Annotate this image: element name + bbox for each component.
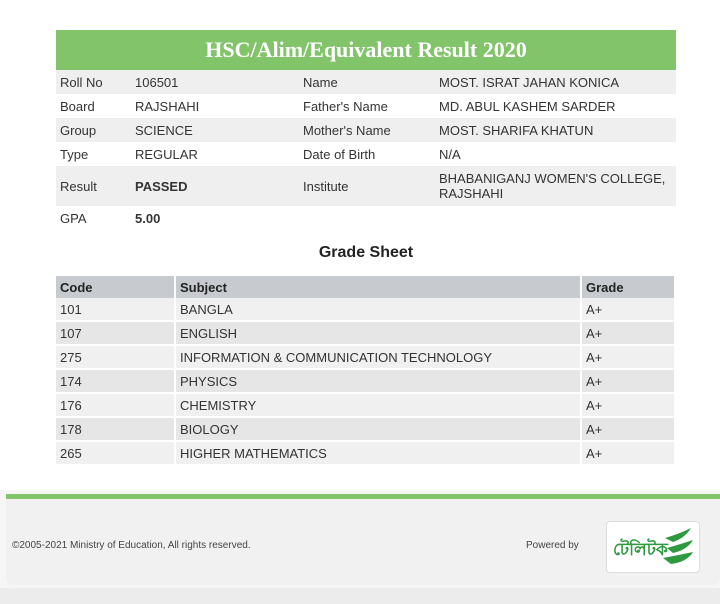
- result-value: PASSED: [131, 166, 299, 206]
- subject-grade: A+: [581, 298, 675, 321]
- subject-name: BIOLOGY: [175, 417, 581, 441]
- info-row: [56, 206, 676, 230]
- table-row: [56, 321, 675, 345]
- dob-label: Date of Birth: [299, 142, 435, 166]
- subject-code: 275: [56, 345, 175, 369]
- name-label: Name: [299, 70, 435, 94]
- table-row: [56, 393, 675, 417]
- grade-sheet-title: Grade Sheet: [318, 244, 414, 261]
- subject-code: 174: [56, 369, 175, 393]
- gpa-value: 5.00: [131, 206, 299, 230]
- table-row: [56, 369, 675, 393]
- svg-text:টেলিটক: টেলিটক: [613, 540, 668, 560]
- roll-value: 106501: [131, 70, 299, 94]
- father-label: Father's Name: [299, 94, 435, 118]
- subject-grade: A+: [581, 417, 675, 441]
- subject-grade: A+: [581, 369, 675, 393]
- subject-name: CHEMISTRY: [175, 393, 581, 417]
- subject-code: 101: [56, 298, 175, 321]
- footer: [6, 494, 720, 585]
- teletalk-logo[interactable]: [606, 521, 700, 573]
- subject-name: BANGLA: [175, 298, 581, 321]
- subject-code: 265: [56, 441, 175, 465]
- result-label: Result: [56, 166, 131, 206]
- grade-header: Grade: [581, 276, 675, 298]
- info-row: [56, 94, 676, 118]
- type-value: REGULAR: [131, 142, 299, 166]
- powered-by-text: Powered by: [526, 540, 579, 551]
- father-value: MD. ABUL KASHEM SARDER: [435, 94, 676, 118]
- table-row: [56, 441, 675, 465]
- institute-value: [435, 166, 676, 206]
- subject-header: Subject: [175, 276, 581, 298]
- bottom-strip: [0, 588, 720, 604]
- table-row: [56, 345, 675, 369]
- roll-label: Roll No: [56, 70, 131, 94]
- teletalk-logo-icon: [607, 522, 699, 572]
- code-header: Code: [56, 276, 175, 298]
- group-value: SCIENCE: [131, 118, 299, 142]
- dob-value: N/A: [435, 142, 676, 166]
- subject-name: HIGHER MATHEMATICS: [175, 441, 581, 465]
- grade-table-header: [56, 276, 675, 298]
- subject-name: INFORMATION & COMMUNICATION TECHNOLOGY: [175, 345, 581, 369]
- copyright-text: ©2005-2021 Ministry of Education, All rights reserved.: [12, 540, 251, 551]
- subject-code: 107: [56, 321, 175, 345]
- subject-name: ENGLISH: [175, 321, 581, 345]
- gpa-label: GPA: [56, 206, 131, 230]
- board-label: Board: [56, 94, 131, 118]
- institute-label: Institute: [299, 166, 435, 206]
- institute-line-1: BHABANIGANJ WOMEN'S COLLEGE,: [439, 171, 666, 186]
- board-value: RAJSHAHI: [131, 94, 299, 118]
- table-row: [56, 298, 675, 321]
- subject-name: PHYSICS: [175, 369, 581, 393]
- type-label: Type: [56, 142, 131, 166]
- subject-grade: A+: [581, 345, 675, 369]
- subject-grade: A+: [581, 441, 675, 465]
- student-info-table: [56, 70, 676, 230]
- info-row: [56, 118, 676, 142]
- institute-line-2: RAJSHAHI: [439, 186, 504, 201]
- subject-grade: A+: [581, 321, 675, 345]
- subject-grade: A+: [581, 393, 675, 417]
- mother-label: Mother's Name: [299, 118, 435, 142]
- subject-code: 176: [56, 393, 175, 417]
- group-label: Group: [56, 118, 131, 142]
- result-panel: [56, 30, 676, 466]
- table-row: [56, 417, 675, 441]
- name-value: MOST. ISRAT JAHAN KONICA: [435, 70, 676, 94]
- grade-table: [56, 276, 676, 466]
- subject-code: 178: [56, 417, 175, 441]
- info-row: [56, 70, 676, 94]
- mother-value: MOST. SHARIFA KHATUN: [435, 118, 676, 142]
- info-row: [56, 142, 676, 166]
- info-row: [56, 166, 676, 206]
- page-title: HSC/Alim/Equivalent Result 2020: [56, 30, 676, 70]
